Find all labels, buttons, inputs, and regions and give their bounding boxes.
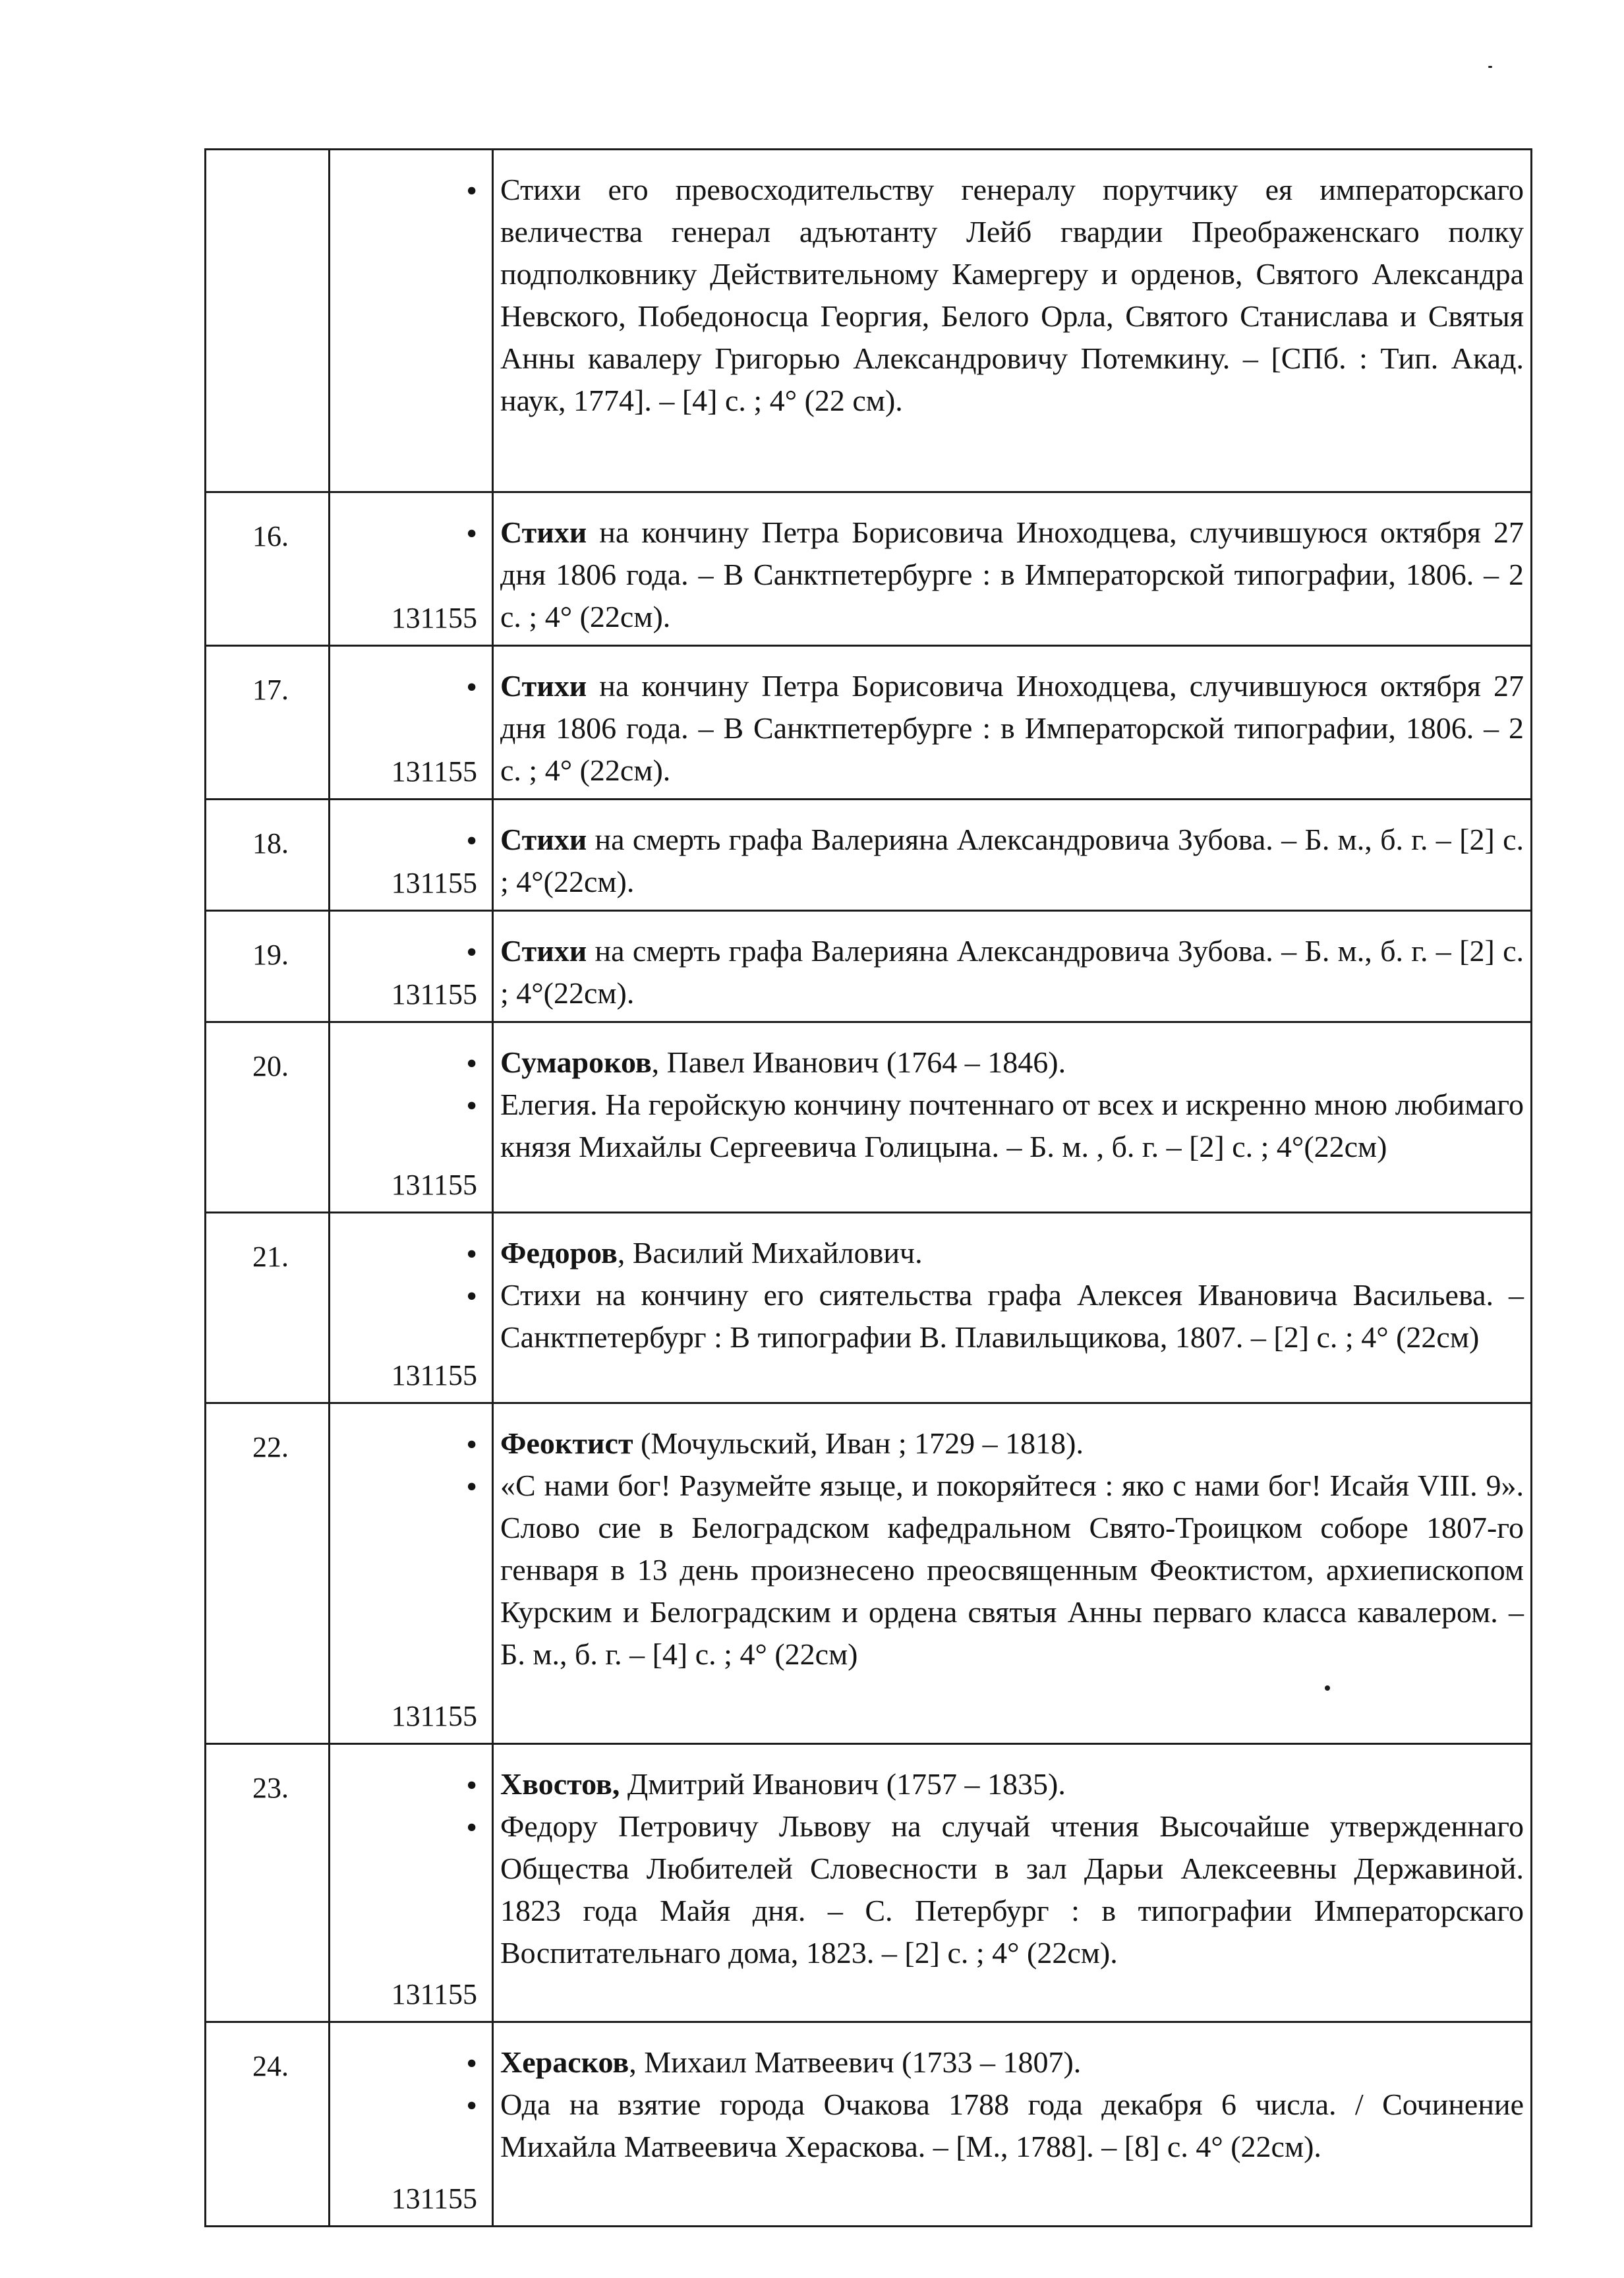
bullet-marker: • <box>466 173 477 208</box>
description-text: Федору Петровичу Львову на случай чтения Высочайше утвержденнаго Общества Любителей Словесности в зал Дарьи Алексеевны Державиной. 1823 года Майя дня. – С. Петербург : в типографии Императорскаго Воспитательнаго дома, 1823. – [2] с. ; 4° (22см). <box>500 1809 1524 1970</box>
description-paragraph <box>500 1763 1524 1805</box>
table-row <box>206 2022 1532 2227</box>
bullet-list <box>466 170 477 212</box>
bibliographic-description <box>493 800 1532 911</box>
bullet-list <box>466 2043 477 2127</box>
heading-word: Феоктист <box>500 1426 633 1460</box>
bullet-marker: • <box>466 1469 477 1504</box>
heading-word: Федоров <box>500 1236 618 1270</box>
bibliographic-description <box>493 2022 1532 2227</box>
description-text: на кончину Петра Борисовича Иноходцева, случившуюся октября 27 дня 1806 года. – В Санктпетербурге : в Императорской типографии, 1806. – 2 с. ; 4° (22см). <box>500 515 1524 633</box>
bullet-marker: • <box>466 935 477 970</box>
description-paragraph <box>500 665 1524 792</box>
description-paragraph <box>500 1274 1524 1358</box>
bullet-list <box>466 1765 477 1849</box>
bullet-marker: • <box>466 1237 477 1271</box>
shelfmark-code: 131155 <box>391 1700 477 1732</box>
description-text: на кончину Петра Борисовича Иноходцева, случившуюся октября 27 дня 1806 года. – В Санктпетербурге : в Императорской типографии, 1806. – 2 с. ; 4° (22см). <box>500 669 1524 787</box>
table-row <box>206 492 1532 646</box>
bullet-list <box>466 1043 477 1127</box>
bullet-marker: • <box>466 1279 477 1314</box>
speck-mark <box>1488 66 1492 68</box>
bullet-list <box>466 820 477 862</box>
entry-number: 24. <box>206 2022 330 2227</box>
shelfmark-cell <box>330 1403 493 1744</box>
table-row <box>206 1744 1532 2022</box>
shelfmark-cell <box>330 800 493 911</box>
description-text: «С нами бог! Разумейте языце, и покоряйтеся : яко с нами бог! Исайя VIII. 9». Слово сие в Белоградском кафедральном Свято-Троицком соборе 1807-го генваря в 13 день произнесено преосвященным Феоктистом, архиепископом Курским и Белоградским и ордена святыя Анны перваго класса кавалером. – Б. м., б. г. – [4] с. ; 4° (22см) <box>500 1469 1524 1671</box>
shelfmark-code: 131155 <box>391 978 477 1010</box>
bullet-list <box>466 931 477 974</box>
shelfmark-code: 131155 <box>391 602 477 634</box>
heading-word: Стихи <box>500 823 587 856</box>
bullet-marker: • <box>466 1088 477 1123</box>
bibliographic-description <box>493 492 1532 646</box>
description-text: на смерть графа Валерияна Александровича Зубова. – Б. м., б. г. – [2] с. ; 4°(22см). <box>500 823 1524 898</box>
shelfmark-code: 131155 <box>391 2182 477 2215</box>
entry-number: 16. <box>206 492 330 646</box>
bibliographic-description <box>493 1744 1532 2022</box>
description-text: на смерть графа Валерияна Александровича Зубова. – Б. м., б. г. – [2] с. ; 4°(22см). <box>500 934 1524 1010</box>
description-text: , Василий Михайлович. <box>617 1236 923 1270</box>
description-paragraph <box>500 2041 1524 2084</box>
description-paragraph <box>500 169 1524 422</box>
bullet-marker: • <box>466 2046 477 2081</box>
catalog-table <box>204 148 1532 2227</box>
bullet-list <box>466 1233 477 1318</box>
shelfmark-cell <box>330 2022 493 2227</box>
bullet-marker: • <box>466 1768 477 1803</box>
heading-word: Стихи <box>500 669 587 703</box>
description-paragraph <box>500 511 1524 638</box>
heading-word: Хвостов, <box>500 1767 620 1801</box>
bibliographic-description <box>493 1403 1532 1744</box>
shelfmark-cell <box>330 1744 493 2022</box>
shelfmark-cell <box>330 150 493 492</box>
table-row <box>206 1022 1532 1213</box>
description-paragraph <box>500 2084 1524 2168</box>
description-text: Дмитрий Иванович (1757 – 1835). <box>620 1767 1066 1801</box>
bullet-marker: • <box>466 2088 477 2123</box>
heading-word: Стихи <box>500 515 587 549</box>
shelfmark-cell <box>330 911 493 1022</box>
description-paragraph <box>500 930 1524 1014</box>
description-paragraph <box>500 1465 1524 1676</box>
bullet-marker: • <box>466 823 477 858</box>
shelfmark-code: 131155 <box>391 1978 477 2010</box>
entry-number: 17. <box>206 646 330 800</box>
heading-word: Стихи <box>500 934 587 968</box>
description-text: Стихи его превосходительству генералу порутчику ея императорскаго величества генерал адъютанту Лейб гвардии Преображенскаго полку подполковнику Действительному Камергеру и орденов, Святого Александра Невского, Победоносца Георгия, Белого Орла, Святого Станислава и Святыя Анны кавалеру Григорью Александровичу Потемкину. – [СПб. : Тип. Акад. наук, 1774]. – [4] с. ; 4° (22 см). <box>500 173 1524 417</box>
description-paragraph <box>500 1422 1524 1465</box>
catalog-table-body <box>206 150 1532 2227</box>
entry-number: 20. <box>206 1022 330 1213</box>
shelfmark-code: 131155 <box>391 867 477 899</box>
bibliographic-description <box>493 150 1532 492</box>
speck-mark <box>1325 1685 1330 1691</box>
heading-word: Херасков <box>500 2045 629 2079</box>
bullet-list <box>466 1424 477 1508</box>
table-row <box>206 800 1532 911</box>
shelfmark-cell <box>330 646 493 800</box>
bullet-marker: • <box>466 1427 477 1462</box>
description-text: Елегия. На геройскую кончину почтеннаго от всех и искренно мною любимаго князя Михайлы Сергеевича Голицына. – Б. м. , б. г. – [2] с. ; 4°(22см) <box>500 1088 1524 1163</box>
table-row <box>206 646 1532 800</box>
table-row <box>206 1213 1532 1403</box>
bullet-marker: • <box>466 670 477 705</box>
entry-number <box>206 150 330 492</box>
bullet-list <box>466 666 477 709</box>
bibliographic-description <box>493 646 1532 800</box>
description-paragraph <box>500 1232 1524 1274</box>
description-paragraph <box>500 819 1524 903</box>
entry-number: 18. <box>206 800 330 911</box>
bullet-list <box>466 513 477 555</box>
bibliographic-description <box>493 911 1532 1022</box>
shelfmark-code: 131155 <box>391 755 477 788</box>
shelfmark-cell <box>330 1022 493 1213</box>
description-paragraph <box>500 1084 1524 1168</box>
entry-number: 22. <box>206 1403 330 1744</box>
table-row <box>206 1403 1532 1744</box>
entry-number: 19. <box>206 911 330 1022</box>
description-paragraph <box>500 1805 1524 1974</box>
description-text: , Михаил Матвеевич (1733 – 1807). <box>629 2045 1082 2079</box>
bibliographic-description <box>493 1022 1532 1213</box>
shelfmark-cell <box>330 1213 493 1403</box>
entry-number: 23. <box>206 1744 330 2022</box>
bullet-marker: • <box>466 1810 477 1845</box>
description-text: Стихи на кончину его сиятельства графа Алексея Ивановича Васильева. – Санктпетербург : В типографии В. Плавильщикова, 1807. – [2] с. ; 4° (22см) <box>500 1278 1524 1354</box>
shelfmark-cell <box>330 492 493 646</box>
description-paragraph <box>500 1041 1524 1084</box>
shelfmark-code: 131155 <box>391 1359 477 1391</box>
heading-word: Сумароков <box>500 1045 652 1079</box>
bullet-marker: • <box>466 1046 477 1081</box>
description-text: (Мочульский, Иван ; 1729 – 1818). <box>633 1426 1084 1460</box>
description-text: Ода на взятие города Очакова 1788 года декабря 6 числа. / Сочинение Михайла Матвеевича Хераскова. – [М., 1788]. – [8] с. 4° (22см). <box>500 2088 1524 2163</box>
table-row <box>206 911 1532 1022</box>
bullet-marker: • <box>466 516 477 551</box>
bibliographic-description <box>493 1213 1532 1403</box>
shelfmark-code: 131155 <box>391 1169 477 1201</box>
entry-number: 21. <box>206 1213 330 1403</box>
table-row <box>206 150 1532 492</box>
description-text: , Павел Иванович (1764 – 1846). <box>651 1045 1066 1079</box>
